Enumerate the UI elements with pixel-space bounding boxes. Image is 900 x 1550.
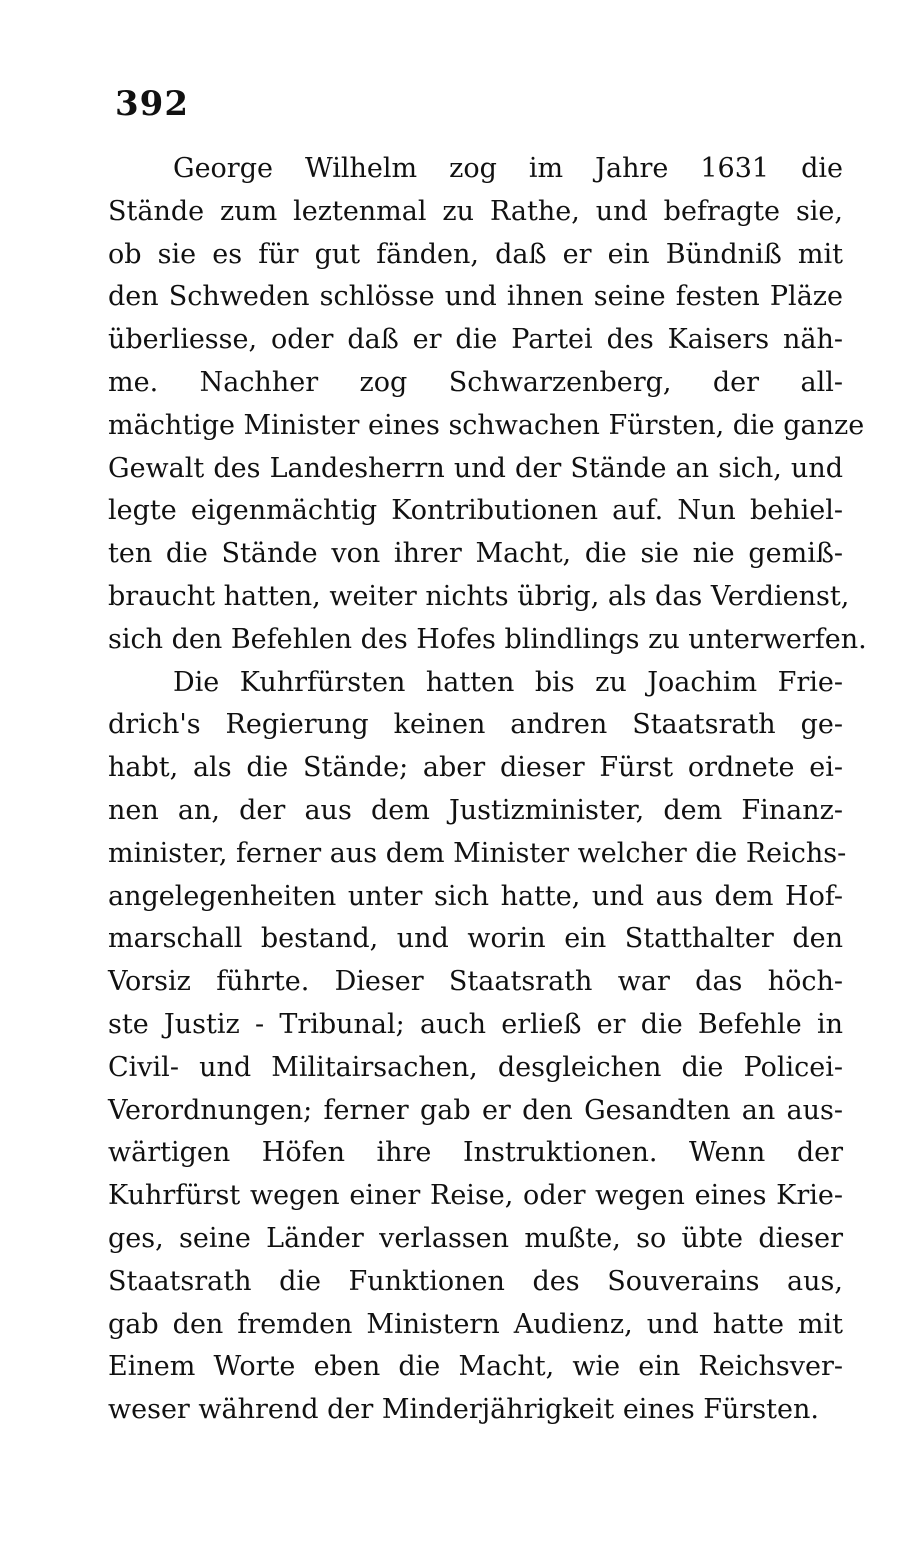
body-text — [108, 148, 867, 1432]
text-line: Kuhrfürst wegen einer Reise, oder wegen eines Krie- — [108, 1180, 843, 1212]
text-line: drich's Regierung keinen andren Staatsrath ge- — [108, 709, 843, 741]
text-line: George Wilhelm zog im Jahre 1631 die — [173, 153, 843, 184]
text-line: wärtigen Höfen ihre Instruktionen. Wenn der — [108, 1137, 843, 1169]
text-line: ten die Stände von ihrer Macht, die sie nie gemiß- — [108, 538, 843, 570]
text-line: minister, ferner aus dem Minister welcher die Reichs- — [108, 837, 847, 869]
text-line: sich den Befehlen des Hofes blindlings zu unterwerfen. — [108, 623, 867, 655]
text-line: nen an, der aus dem Justizminister, dem Finanz- — [108, 794, 843, 826]
text-line: legte eigenmächtig Kontributionen auf. Nun behiel- — [108, 495, 843, 527]
text-line: den Schweden schlösse und ihnen seine festen Pläze — [108, 281, 843, 313]
text-line: gab den fremden Ministern Audienz, und hatte mit — [108, 1308, 843, 1340]
text-line: Gewalt des Landesherrn und der Stände an sich, und — [108, 452, 843, 484]
text-line: Verordnungen; ferner gab er den Gesandten an aus- — [108, 1094, 843, 1126]
text-line: Stände zum leztenmal zu Rathe, und befragte sie, — [108, 195, 843, 227]
text-line: ob sie es für gut fänden, daß er ein Bündniß mit — [108, 238, 843, 270]
page-number: 392 — [115, 84, 189, 124]
text-line: habt, als die Stände; aber dieser Fürst ordnete ei- — [108, 752, 843, 784]
text-line: weser während der Minderjährigkeit eines Fürsten. — [108, 1394, 819, 1426]
text-line: Die Kuhrfürsten hatten bis zu Joachim Frie- — [173, 666, 843, 698]
text-line: Staatsrath die Funktionen des Souverains aus, — [108, 1265, 843, 1297]
text-line: me. Nachher zog Schwarzenberg, der all- — [108, 366, 843, 398]
text-line: Civil- und Militairsachen, desgleichen die Policei- — [108, 1051, 843, 1083]
text-line: ges, seine Länder verlassen mußte, so übte dieser — [108, 1222, 843, 1254]
text-line: Vorsiz führte. Dieser Staatsrath war das höch- — [108, 966, 843, 998]
text-line: angelegenheiten unter sich hatte, und aus dem Hof- — [108, 880, 843, 912]
text-line: marschall bestand, und worin ein Statthalter den — [108, 923, 843, 955]
text-line: ste Justiz - Tribunal; auch erließ er die Befehle in — [108, 1008, 843, 1040]
text-line: Einem Worte eben die Macht, wie ein Reichsver- — [108, 1351, 843, 1383]
text-line: mächtige Minister eines schwachen Fürsten, die ganze — [108, 409, 865, 441]
text-line: überliesse, oder daß er die Partei des Kaisers näh- — [108, 324, 843, 356]
text-line: braucht hatten, weiter nichts übrig, als das Verdienst, — [108, 580, 850, 612]
